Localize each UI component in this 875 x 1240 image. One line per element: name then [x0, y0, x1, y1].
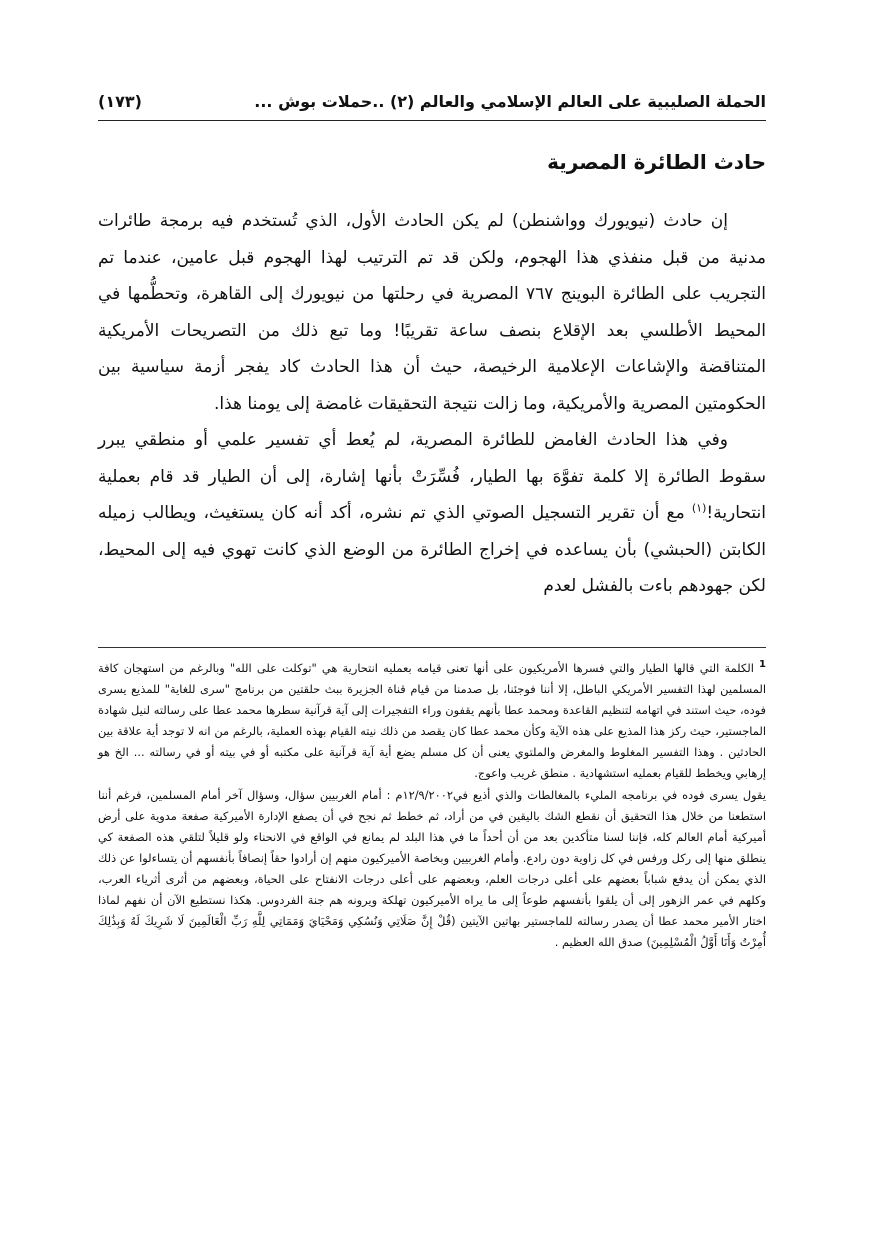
book-page	[98, 0, 766, 1240]
paragraph-2	[98, 422, 766, 605]
paragraph-2-part-1: وفي هذا الحادث الغامض للطائرة المصرية، لم يُعط أي تفسير علمي أو منطقي يبرر سقوط الطائرة إلا كلمة تفوَّهَ بها الطيار، فُسِّرَتْ بأنها إشارة، إلى أن الطيار قد قام بعملية انتحارية!	[98, 430, 766, 523]
footnote-1-continued: يقول يسرى فوده في برنامجه المليء بالمغالطات والذي أذيع في١٢/٩/٢٠٠٢م : أمام الغربيين سؤال، وسؤال آخر أمام المسلمين، فرغم أننا استطعنا من خلال هذا التحقيق أن نقطع الشك باليقين في من أراد، ثم خطط ثم نجح في أن يصفع الإدارة الأميركية صفعة مدوية على أرض أميركية أمام العالم كله، فإننا لسنا متأكدين بعد من أن أحداً ما في هذا البلد لم يمانع في الواقع في الانحناء ولو قليلاً لتلقي هذه الصفعة كي ينطلق منها إلى ركل ورفس في كل زاوية دون رادع. وأمام الغربيين وبخاصة الأميركيون منهم إن أرادوا حقاً إنصافاً بأنفسهم أن يتساءلوا عن ذلك الذي يمكن أن يدفع شباباً بعضهم على أعلى درجات العلم، وبعضهم على أعلى درجات الانفتاح على الحياة، وبعضهم من أثرى أثرياء العرب، وكلهم في عمر الزهور إلى أن يلقوا بأنفسهم طوعاً إلى ما يراه الأميركيون تهلكة ويرونه هم جنة الفردوس. هكذا نستطيع الآن أن نفهم لماذا اختار الأمير محمد عطا أن يصدر رسالته للماجستير بهاتين الآيتين (قُلْ إِنَّ صَلَاتِي وَنُسُكِي وَمَحْيَايَ وَمَمَاتِي لِلَّهِ رَبِّ الْعَالَمِينَ لَا شَرِيكَ لَهُ وَبِذَٰلِكَ أُمِرْتُ وَأَنَا أَوَّلُ الْمُسْلِمِينَ) صدق الله العظيم .	[98, 787, 766, 950]
footnote-reference[interactable]: (١)	[691, 501, 707, 515]
body-text	[98, 203, 766, 605]
header-divider	[98, 120, 766, 121]
footnote-1-text: الكلمة التي قالها الطيار والتي فسرها الأمريكيون على أنها تعنى قيامه بعمليه انتحارية هي "توكلت على الله" وبالرغم من استهجان كافة المسلمين لهذا التفسير الأمريكي الباطل، إلا أننا فوجئنا، بل صدمنا من قيام قناة الجزيرة ببث حلقتين من برنامج "سرى للغاية" للمذيع يسرى فوده، حيث استند في اتهامه لتنظيم القاعدة ومحمد عطا بأنهم يقفون وراء التفجيرات إلى آية قرآنية سطرها محمد عطا على رسالته لنيل شهادة الماجستير، حيث ركز هذا المذيع على هذه الآية وكأن محمد عطا كان يقصد من ذلك نيته القيام بهذه العملية، بالرغم من انه لا توجد أية علاقة بين الحادثين . وهذا التفسير المغلوط والمغرض والملتوي يعنى أن كل مسلم يضع أية آية قرآنية على مكتبه أو في بيته أو في رسالته ... الخ هو إرهابي ويخطط للقيام بعمليه استشهادية . منطق غريب واعوج.	[98, 661, 766, 781]
page-number: (١٧٣)	[98, 91, 142, 111]
footnote-1-number: 1	[759, 659, 766, 671]
paragraph-2-part-2: مع أن تقرير التسجيل الصوتي الذي تم نشره، أكد أنه كان يستغيث، ويطالب زميله الكابتن (الحبشي) بأن يساعده في إخراج الطائرة من الوضع الذي كانت تهوي فيه إلى المحيط، لكن جهودهم باءت بالفشل لعدم	[98, 503, 766, 596]
running-title: الحملة الصليبية على العالم الإسلامي والعالم (٢) ..حملات بوش ...	[254, 91, 766, 111]
paragraph-1: إن حادث (نيويورك وواشنطن) لم يكن الحادث الأول، الذي تُستخدم فيه برمجة طائرات مدنية من قبل منفذي هذا الهجوم، ولكن قد تم الترتيب لهذا الهجوم قبل عامين، عندما تم التجريب على الطائرة البوينج ٧٦٧ المصرية في رحلتها من نيويورك إلى القاهرة، وتحطُّمها في المحيط الأطلسي بعد الإقلاع بنصف ساعة تقريبًا! وما تبع ذلك من التصريحات الأمريكية المتناقضة والإشاعات الإعلامية الرخيصة، حيث أن هذا الحادث كاد يفجر أزمة سياسية بين الحكومتين المصرية والأمريكية، وما زالت نتيجة التحقيقات غامضة إلى يومنا هذا.	[98, 211, 767, 414]
footnote-divider	[98, 647, 766, 648]
footnotes	[98, 658, 766, 953]
footnote-1	[98, 658, 766, 785]
running-header	[98, 86, 766, 116]
section-title: حادث الطائرة المصرية	[547, 150, 766, 174]
